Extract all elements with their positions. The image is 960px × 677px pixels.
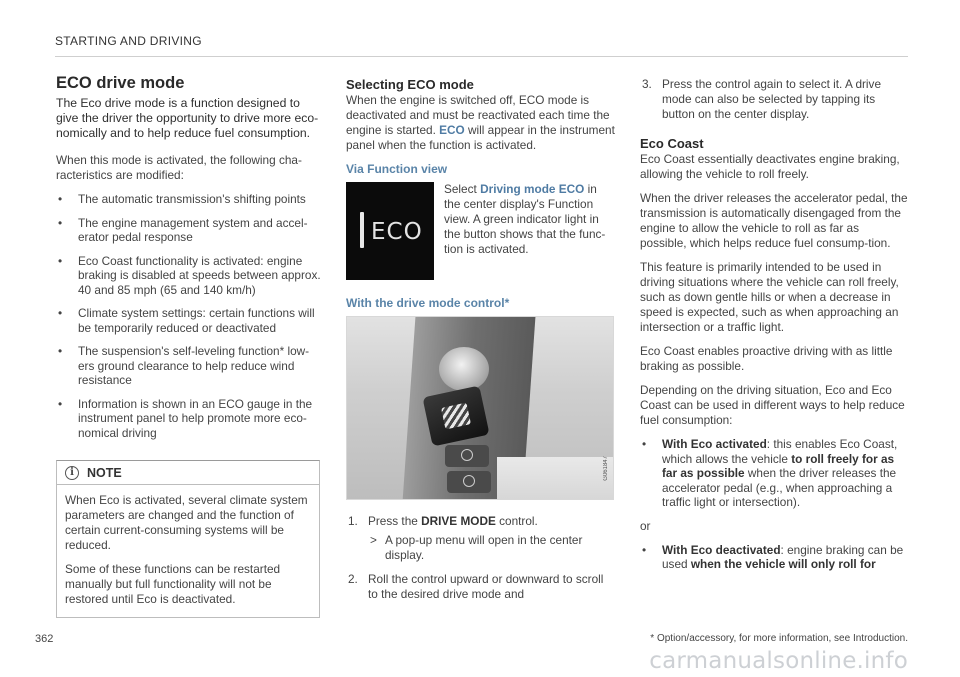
info-icon: i <box>65 466 79 480</box>
list-item: • Eco Coast functionality is activated: engine braking is disabled at speeds between approx. 40 and 85 mph (65 and 140 km/h) <box>58 253 321 297</box>
steps-list <box>346 514 616 602</box>
list-item: • The suspension's self-leveling function* low-ers ground clearance to help reduce wind resistance <box>58 344 310 387</box>
watermark: carmanualsonline.info <box>649 648 908 674</box>
list-item: • With Eco deactivated: engine braking can be used when the vehicle will only roll for <box>642 542 904 571</box>
subsection-title-function-view: Via Function view <box>346 162 448 176</box>
column-3 <box>640 77 908 582</box>
column-1 <box>56 74 322 618</box>
eco-usage-list <box>640 543 908 572</box>
page-title: ECO drive mode <box>56 74 185 92</box>
console-tray <box>497 457 614 500</box>
intro-paragraph: When this mode is activated, the following cha-racteristics are modified: <box>56 153 302 182</box>
eco-coast-paragraph: Depending on the driving situation, Eco and Eco Coast can be used in different ways to help reduce fuel consumption: <box>640 383 905 427</box>
list-item: • The engine management system and accel-erator pedal response <box>58 215 308 244</box>
steps-list-continued <box>640 77 908 122</box>
photo-code: G061847 <box>603 456 609 481</box>
eco-coast-paragraph: Eco Coast enables proactive driving with as little braking as possible. <box>640 344 893 373</box>
column-2 <box>346 77 616 611</box>
list-item: • Information is shown in an ECO gauge in the instrument panel to help promote more eco-nomical driving <box>58 396 313 440</box>
function-view-row <box>346 182 616 280</box>
list-item: 3. Press the control again to select it. A drive mode can also be selected by tapping its button on the center display. <box>642 77 882 121</box>
footnote: * Option/accessory, for more information, see Introduction. <box>650 633 908 644</box>
list-item: • The automatic transmission's shifting points <box>58 192 306 206</box>
section-header: STARTING AND DRIVING <box>55 34 202 48</box>
eco-coast-paragraph: This feature is primarily intended to be used in driving situations where the vehicle can roll freely, such as down gentle hills or when a decrease in speed is expected, such as when approaching an intersection or a traffic light. <box>640 260 899 334</box>
note-box <box>56 460 320 618</box>
eco-coast-paragraph: Eco Coast essentially deactivates engine braking, allowing the vehicle to roll freely. <box>640 152 900 181</box>
note-paragraph: When Eco is activated, several climate system parameters are changed and the function of certain current-consuming systems will be reduced. <box>65 493 308 552</box>
eco-usage-list <box>640 437 908 510</box>
list-item: • Climate system settings: certain functions will be temporarily reduced or deactivated <box>58 306 315 335</box>
page-number: 362 <box>35 633 54 645</box>
function-view-text: Select Driving mode ECO in the center display's Function view. A green indicator light in the button shows that the func-tion is activated. <box>444 182 606 256</box>
list-item: 1. Press the DRIVE MODE control. > A pop-up menu will open in the center display. <box>346 514 616 563</box>
subsection-title-drive-mode-control: With the drive mode control* <box>346 296 510 310</box>
drive-mode-control-photo <box>346 316 614 500</box>
section-title-eco-coast: Eco Coast <box>640 136 704 151</box>
eco-button-image <box>346 182 434 280</box>
eco-coast-paragraph: When the driver releases the accelerator pedal, the transmission is automatically disengaged from the engine to allow the vehicle to roll as far as possible, which helps reduce fuel consump-tion. <box>640 191 908 250</box>
note-paragraph: Some of these functions can be restarted manually but full functionality will not be restored until Eco is deactivated. <box>65 562 281 606</box>
auto-hold-button <box>447 471 491 493</box>
note-header <box>57 461 319 485</box>
list-item: 2. Roll the control upward or downward to scroll to the desired drive mode and <box>348 572 604 601</box>
indicator-light <box>360 212 364 248</box>
eco-button-label: ECO <box>371 219 423 245</box>
start-knob <box>439 347 489 391</box>
note-title: NOTE <box>87 465 122 480</box>
or-separator: or <box>640 518 651 533</box>
list-item: • With Eco activated: this enables Eco Coast, which allows the vehicle to roll freely for as far as possible when the driver releases the accelerator pedal (e.g., when approaching a traffic light or intersection). <box>642 437 898 509</box>
parking-brake-button <box>445 445 489 467</box>
lead-paragraph: The Eco drive mode is a function designed to give the driver the opportunity to drive more eco-nomically and to help reduce fuel consumption. <box>56 96 319 140</box>
section-title-selecting: Selecting ECO mode <box>346 77 474 92</box>
step-result: > A pop-up menu will open in the center display. <box>370 533 583 562</box>
selecting-paragraph: When the engine is switched off, ECO mode is deactivated and must be reactivated each time the engine is started. ECO will appear in the instrument panel when the function is activated. <box>346 93 615 152</box>
header-divider <box>55 56 908 57</box>
characteristics-list <box>56 192 322 440</box>
